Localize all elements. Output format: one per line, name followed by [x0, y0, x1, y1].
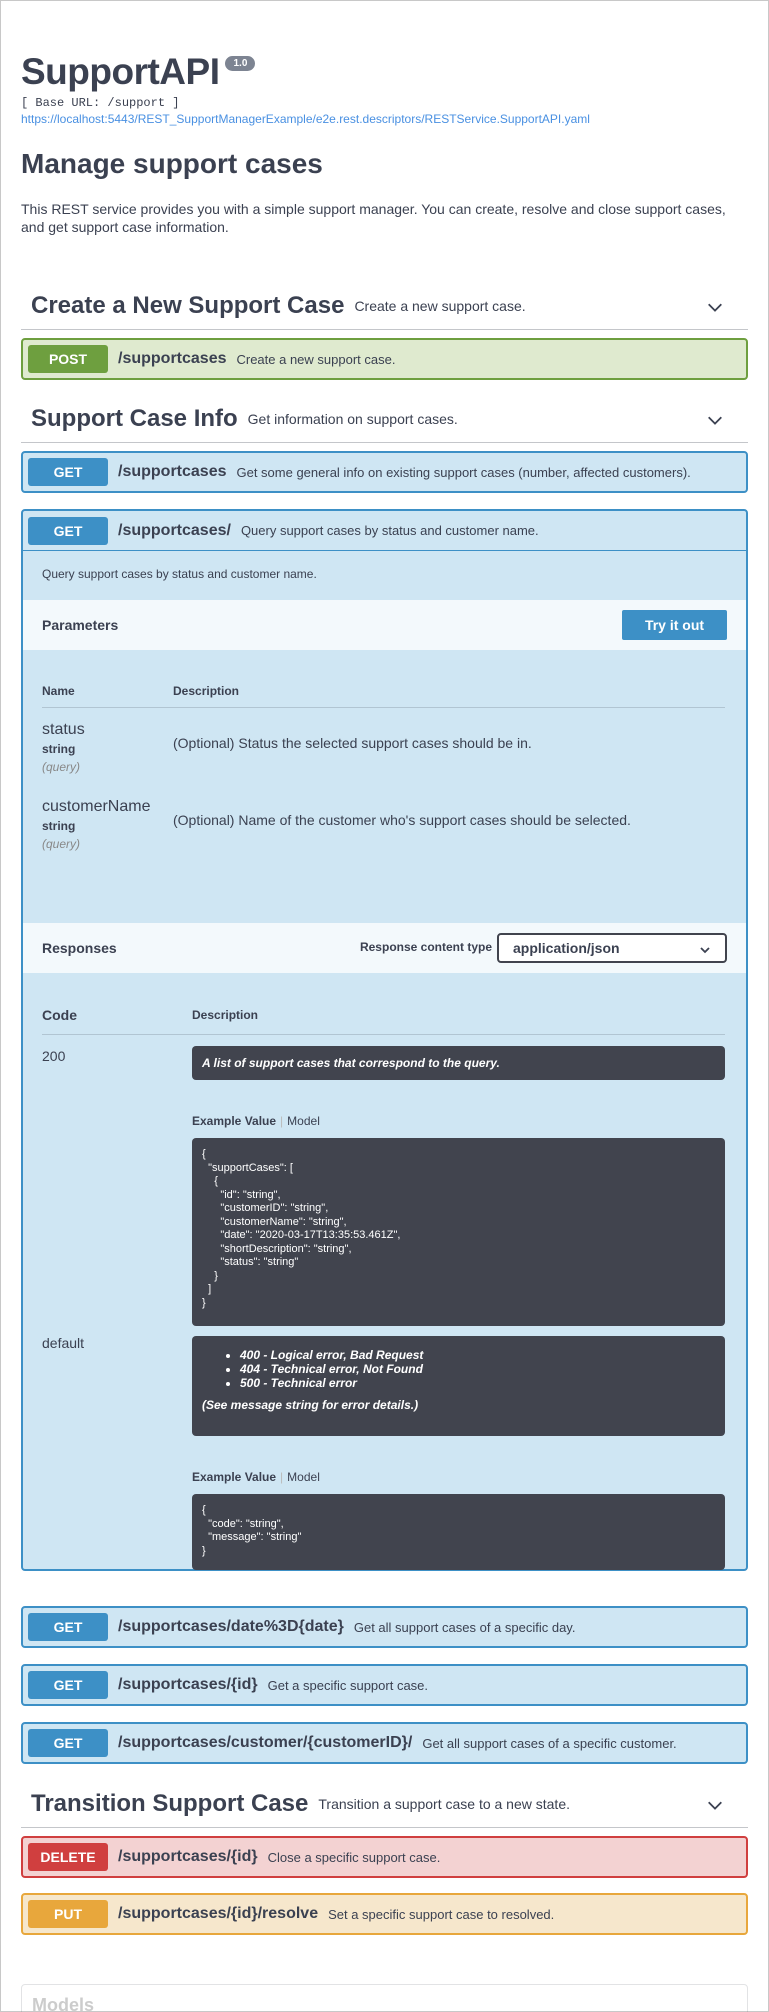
example-code-block — [192, 1494, 725, 1570]
parameters-header — [23, 600, 746, 650]
content-type-value: application/json — [513, 940, 620, 956]
chevron-down-icon[interactable] — [706, 1796, 724, 1814]
response-description-text: A list of support cases that correspond to the query. — [202, 1056, 500, 1070]
chevron-down-icon[interactable] — [706, 411, 724, 429]
base-url: [ Base URL: /support ] — [21, 96, 180, 110]
col-resp-description-header: Description — [192, 1008, 259, 1022]
example-code-block — [192, 1138, 725, 1326]
tag-description: Transition a support case to a new state. — [318, 1795, 570, 1812]
example-tabs: Example Value | Model — [192, 1114, 320, 1128]
tag-name: Support Case Info — [31, 404, 238, 432]
try-it-out-button[interactable]: Try it out — [622, 610, 727, 640]
tag-support-case-info[interactable] — [21, 395, 748, 443]
method-badge: PUT — [28, 1900, 108, 1928]
op-get-supportcase-by-id[interactable] — [21, 1664, 748, 1706]
method-badge: DELETE — [28, 1843, 108, 1871]
op-get-supportcases-query-expanded — [21, 509, 748, 1571]
example-json: { "supportCases": [ { "id": "string", "customerID": "string", "customerName": "string", "date": "2020-03-17T13:35:53.461Z", "shortDescription": "string", "status": "string" } ] } — [202, 1148, 401, 1309]
version-badge: 1.0 — [225, 56, 255, 71]
tag-description: Create a new support case. — [354, 297, 526, 314]
example-json: { "code": "string", "message": "string" } — [202, 1504, 302, 1557]
op-get-supportcases[interactable] — [21, 451, 748, 493]
spec-url-link[interactable]: https://localhost:5443/REST_SupportManagerExample/e2e.rest.descriptors/RESTService.SupportAPI.yaml — [21, 112, 590, 126]
op-delete-supportcase[interactable] — [21, 1836, 748, 1878]
error-item: • 500 - Technical error — [240, 1376, 715, 1390]
tag-name: Transition Support Case — [31, 1789, 309, 1817]
parameters-label: Parameters — [42, 617, 119, 633]
op-get-supportcases-by-date[interactable] — [21, 1606, 748, 1648]
op-path: /supportcases/{id} — [118, 1676, 258, 1693]
api-info — [21, 50, 751, 236]
models-label: Models — [32, 1995, 95, 2012]
example-value-tab[interactable]: Example Value — [192, 1470, 277, 1484]
model-tab[interactable]: Model — [287, 1470, 320, 1484]
op-summary: Get all support cases of a specific customer. — [422, 1735, 677, 1751]
api-title: SupportAPI — [21, 51, 220, 92]
method-badge: GET — [28, 1729, 108, 1757]
error-list — [202, 1348, 715, 1390]
op-summary: Get some general info on existing support cases (number, affected customers). — [236, 464, 691, 480]
op-summary: Create a new support case. — [236, 351, 396, 367]
op-path: /supportcases — [118, 463, 227, 480]
op-path: /supportcases/customer/{customerID}/ — [118, 1734, 413, 1751]
op-summary: Query support cases by status and customer name. — [240, 523, 539, 538]
divider — [42, 1034, 725, 1035]
responses-header — [23, 923, 746, 973]
page-subtitle: Manage support cases — [21, 148, 323, 179]
response-description — [192, 1046, 725, 1080]
example-value-tab[interactable]: Example Value — [192, 1114, 277, 1128]
op-description: Query support cases by status and customer name. — [42, 567, 317, 581]
col-name-header: Name — [42, 684, 75, 698]
param-type: string — [42, 819, 76, 833]
param-name: status — [42, 721, 85, 738]
chevron-down-icon[interactable] — [706, 298, 724, 316]
col-description-header: Description — [173, 684, 240, 698]
model-tab[interactable]: Model — [287, 1114, 320, 1128]
method-badge: GET — [28, 1613, 108, 1641]
op-path: /supportcases/{id}/resolve — [118, 1905, 319, 1922]
response-description — [192, 1336, 725, 1436]
op-path: /supportcases — [118, 350, 227, 367]
tag-transition-support-case[interactable] — [21, 1780, 748, 1828]
method-badge: GET — [28, 1671, 108, 1699]
param-description: (Optional) Status the selected support cases should be in. — [173, 735, 532, 751]
param-name: customerName — [42, 798, 151, 815]
op-summary: Get a specific support case. — [267, 1677, 429, 1693]
op-summary: Close a specific support case. — [267, 1849, 441, 1865]
method-badge: GET — [28, 517, 108, 545]
response-code: 200 — [42, 1048, 66, 1064]
models-section[interactable] — [21, 1984, 748, 2012]
param-type: string — [42, 742, 76, 756]
op-summary: Get all support cases of a specific day. — [353, 1619, 576, 1635]
response-code: default — [42, 1335, 85, 1351]
param-description: (Optional) Name of the customer who's support cases should be selected. — [173, 812, 631, 828]
error-item: • 400 - Logical error, Bad Request — [240, 1348, 715, 1362]
api-description: This REST service provides you with a simple support manager. You can create, resolve and close support cases, and get support case information. — [21, 201, 726, 235]
op-get-supportcases-by-customer[interactable] — [21, 1722, 748, 1764]
chevron-down-icon — [699, 944, 711, 956]
method-badge: POST — [28, 345, 108, 373]
op-path: /supportcases/date%3D{date} — [118, 1618, 344, 1635]
op-path: /supportcases/ — [118, 521, 231, 539]
col-code-header: Code — [42, 1007, 77, 1023]
param-in: (query) — [42, 760, 81, 774]
divider — [42, 707, 725, 708]
tag-description: Get information on support cases. — [247, 410, 458, 427]
content-type-select[interactable] — [497, 933, 727, 963]
method-badge: GET — [28, 458, 108, 486]
tag-create-support-case[interactable] — [21, 282, 748, 330]
op-post-supportcases[interactable] — [21, 338, 748, 380]
responses-label: Responses — [42, 940, 117, 956]
op-path: /supportcases/{id} — [118, 1848, 258, 1865]
content-type-label: Response content type — [359, 940, 492, 954]
op-summary-header[interactable] — [23, 511, 746, 551]
error-item: • 404 - Technical error, Not Found — [240, 1362, 715, 1376]
example-tabs: Example Value | Model — [192, 1470, 320, 1484]
param-in: (query) — [42, 837, 81, 851]
tag-name: Create a New Support Case — [31, 291, 345, 319]
op-summary: Set a specific support case to resolved. — [328, 1906, 555, 1922]
error-note: (See message string for error details.) — [202, 1398, 419, 1412]
op-put-supportcase-resolve[interactable] — [21, 1893, 748, 1935]
